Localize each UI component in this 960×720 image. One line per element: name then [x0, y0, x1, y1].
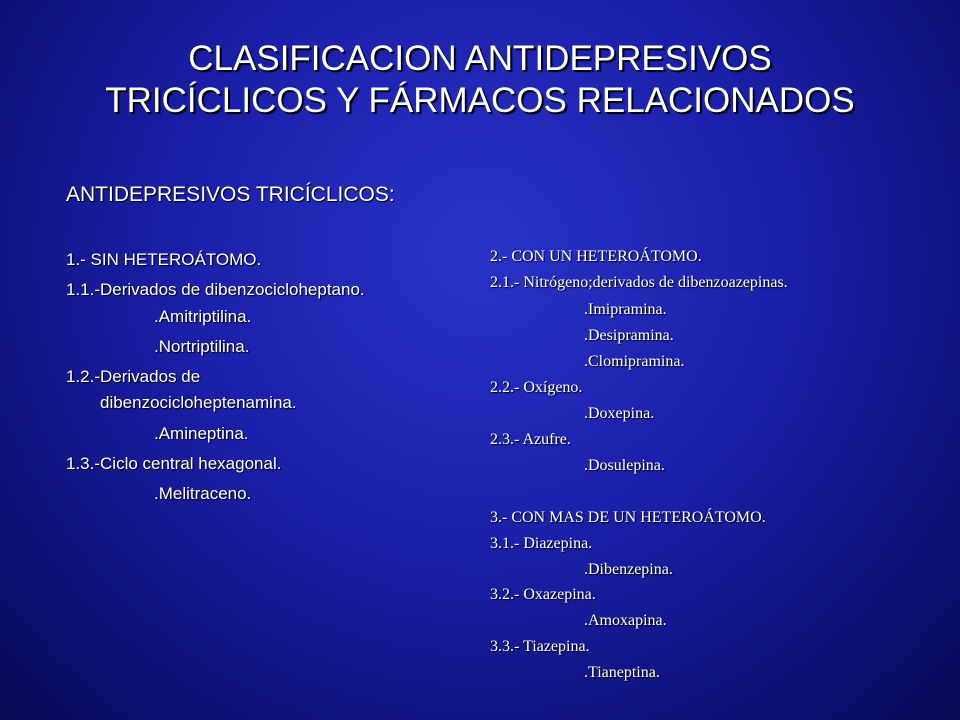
group-3-heading: 3.- CON MAS DE UN HETEROÁTOMO.	[490, 509, 766, 526]
section-heading: ANTIDEPRESIVOS TRICÍCLICOS:	[66, 183, 395, 206]
group-2-3-label: 2.3.- Azufre.	[490, 431, 571, 448]
drug-amineptina: .Amineptina.	[154, 424, 249, 443]
drug-doxepina: .Doxepina.	[584, 405, 655, 422]
group-3-2-label: 3.2.- Oxazepina.	[490, 586, 596, 603]
drug-amoxapina: .Amoxapina.	[584, 612, 667, 629]
group-1-heading: 1.- SIN HETEROÁTOMO.	[66, 250, 262, 269]
title-line-1: CLASIFICACION ANTIDEPRESIVOS	[188, 39, 772, 78]
group-1-3-label: 1.3.-Ciclo central hexagonal.	[66, 454, 282, 473]
drug-amitriptilina: .Amitriptilina.	[154, 307, 252, 326]
drug-melitraceno: .Melitraceno.	[154, 484, 252, 503]
drug-tianeptina: .Tianeptina.	[584, 664, 660, 681]
group-3-1-label: 3.1.- Diazepina.	[490, 535, 593, 552]
drug-dosulepina: .Dosulepina.	[584, 457, 665, 474]
group-1-2-label: 1.2.-Derivados de	[66, 367, 201, 386]
group-1-1-label: 1.1.-Derivados de dibenzocicloheptano.	[66, 280, 365, 299]
slide-title	[0, 38, 960, 122]
group-2-2-label: 2.2.- Oxígeno.	[490, 379, 583, 396]
drug-imipramina: .Imipramina.	[584, 301, 667, 318]
drug-desipramina: .Desipramina.	[584, 327, 674, 344]
drug-clomipramina: .Clomipramina.	[584, 353, 685, 370]
drug-nortriptilina: .Nortriptilina.	[154, 337, 250, 356]
drug-dibenzepina: .Dibenzepina.	[584, 561, 673, 578]
title-line-2: TRICÍCLICOS Y FÁRMACOS RELACIONADOS	[105, 81, 855, 120]
group-2-1-label: 2.1.- Nitrógeno;derivados de dibenzoazepinas.	[490, 274, 788, 291]
group-3-3-label: 3.3.- Tiazepina.	[490, 638, 590, 655]
group-1-2-label-cont: dibenzocicloheptenamina.	[100, 393, 297, 412]
group-2-heading: 2.- CON UN HETEROÁTOMO.	[490, 248, 702, 265]
